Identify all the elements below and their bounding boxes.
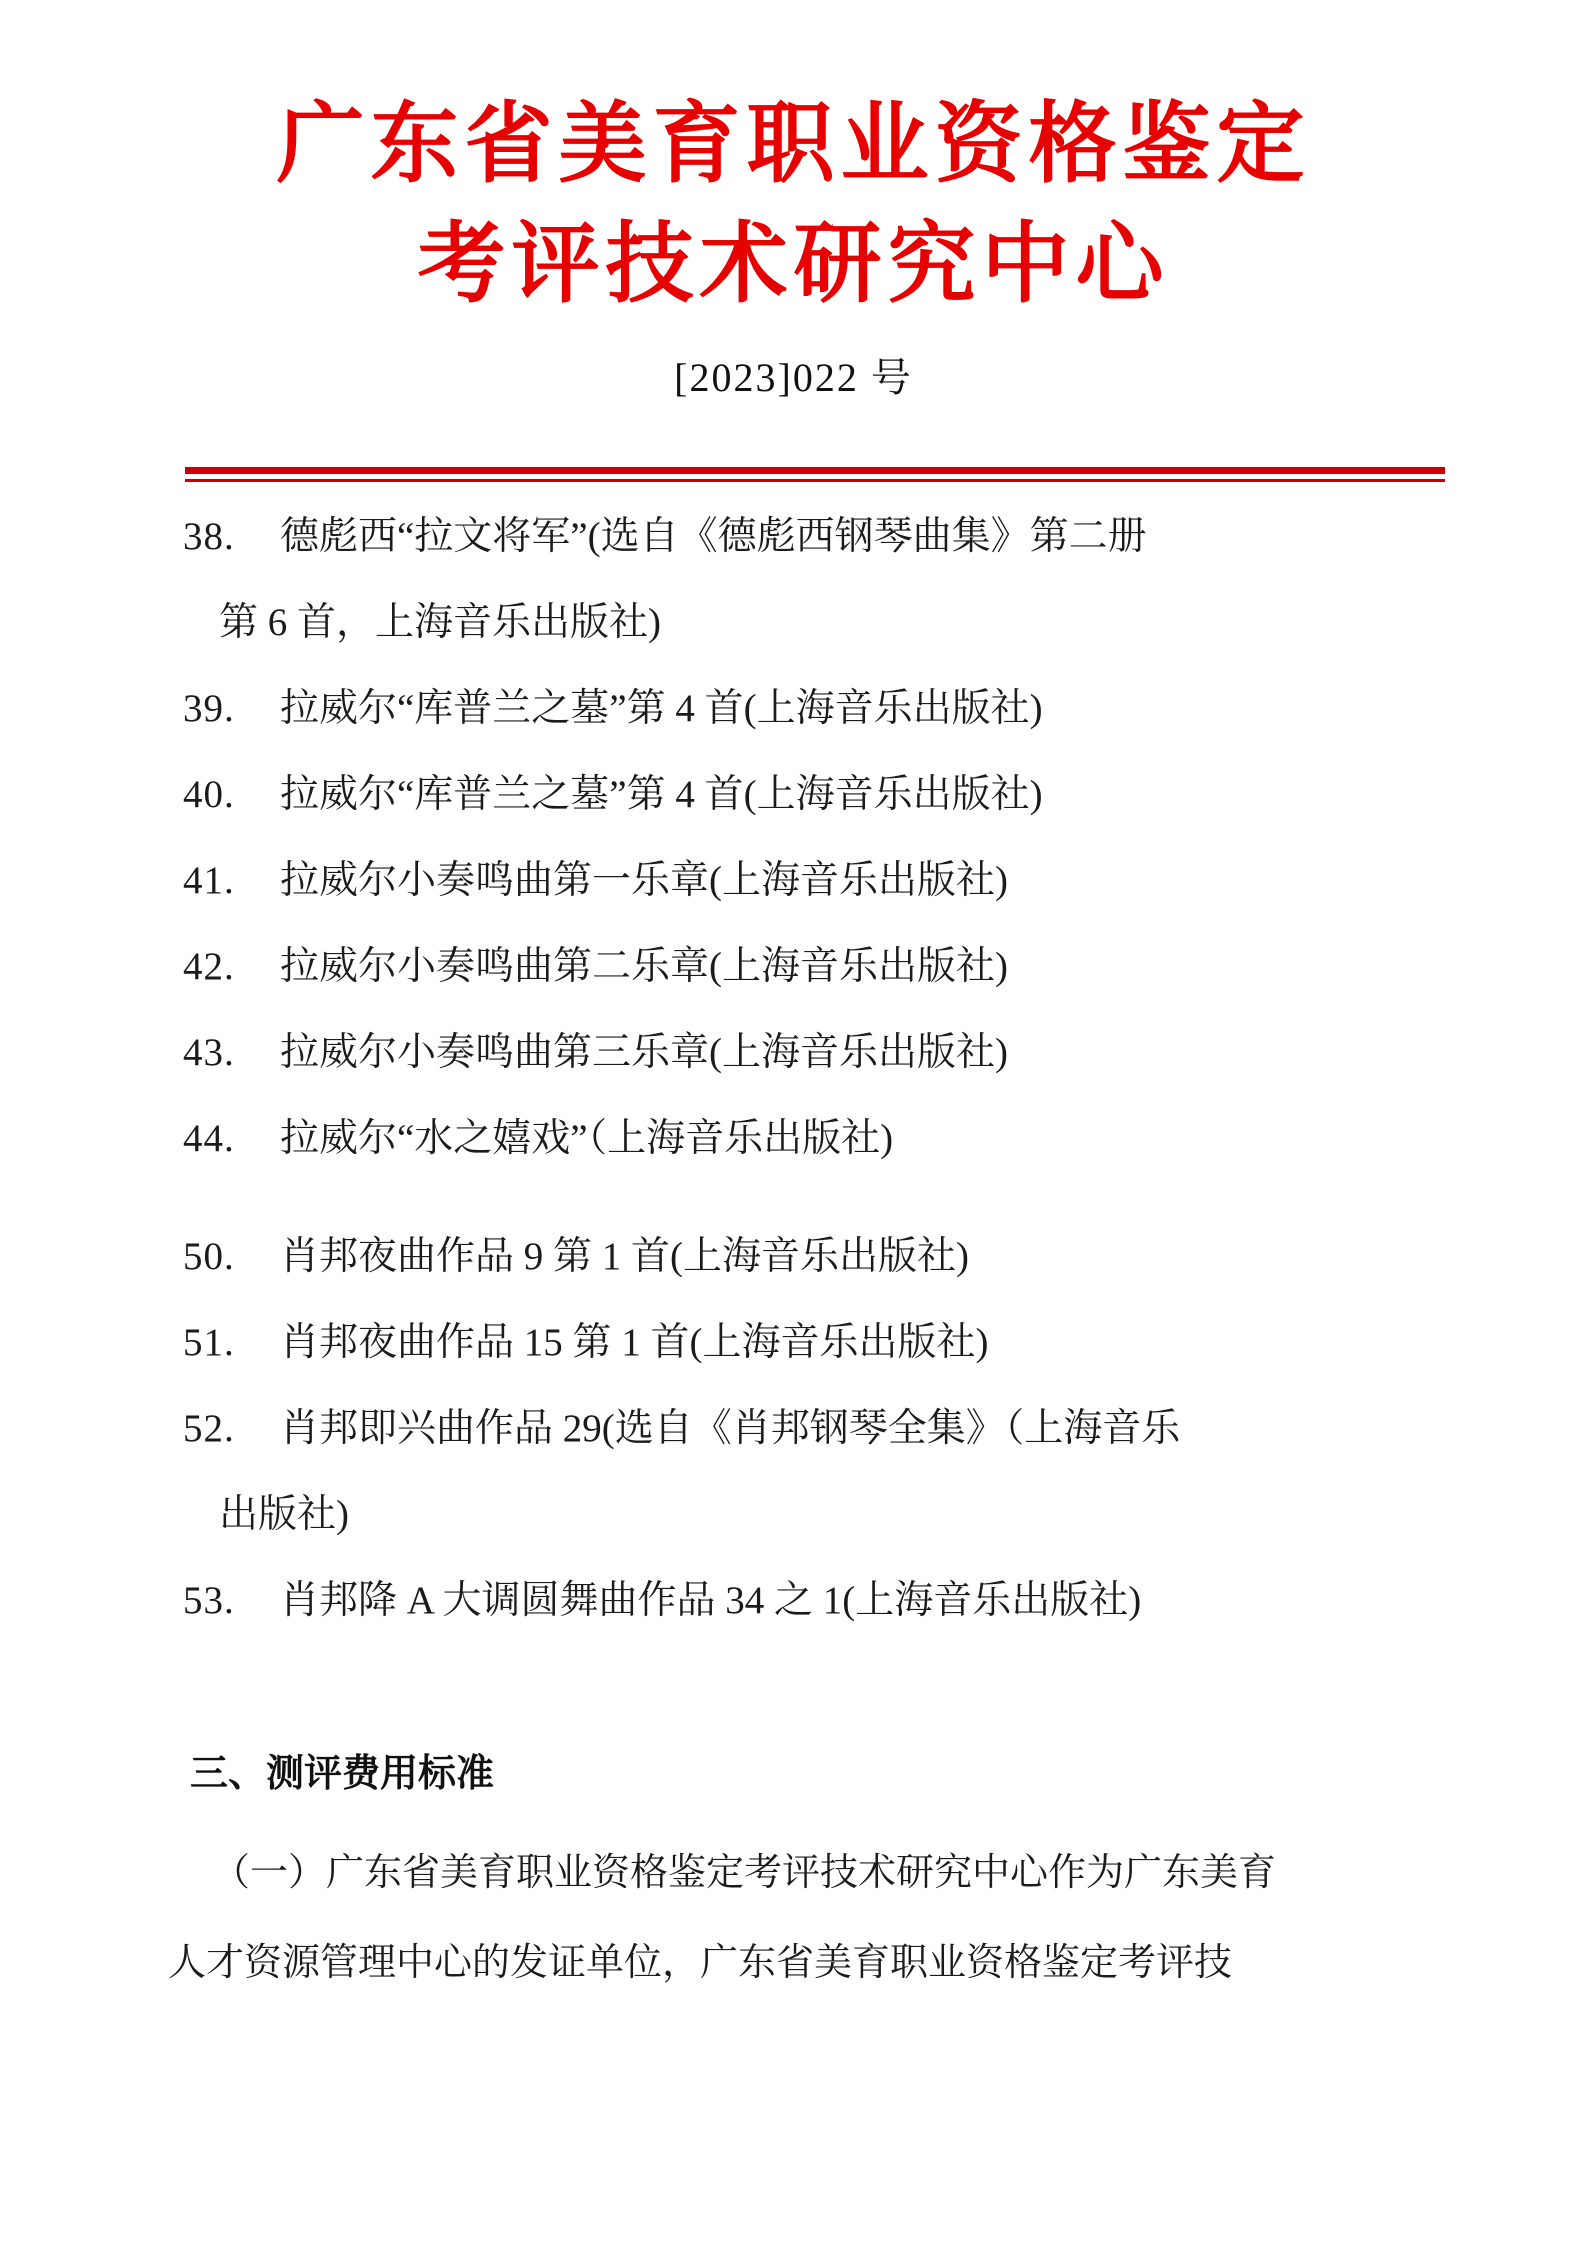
list-item bbox=[183, 1558, 1437, 1644]
paragraph-line: （一）广东省美育职业资格鉴定考评技术研究中心作为广东美育 bbox=[212, 1852, 1277, 1894]
list-item-continuation bbox=[183, 580, 1437, 666]
paragraph-line: 人才资源管理中心的发证单位，广东省美育职业资格鉴定考评技 bbox=[168, 1942, 1233, 1984]
list-item bbox=[183, 838, 1437, 924]
item-number: 50. bbox=[183, 1235, 235, 1278]
list-item-continuation bbox=[183, 1472, 1437, 1558]
repertoire-list bbox=[183, 494, 1437, 1644]
item-number: 52. bbox=[183, 1407, 235, 1450]
item-text: 肖邦降 A 大调圆舞曲作品 34 之 1(上海音乐出版社) bbox=[280, 1579, 1142, 1622]
item-number: 44. bbox=[183, 1117, 235, 1160]
item-number: 43. bbox=[183, 1031, 235, 1074]
list-item bbox=[183, 1096, 1437, 1182]
list-item bbox=[183, 924, 1437, 1010]
list-item bbox=[183, 752, 1437, 838]
item-text: 拉威尔小奏鸣曲第三乐章(上海音乐出版社) bbox=[280, 1031, 1008, 1074]
item-text: 肖邦夜曲作品 9 第 1 首(上海音乐出版社) bbox=[280, 1235, 969, 1278]
item-number: 38. bbox=[183, 515, 235, 558]
item-text: 肖邦即兴曲作品 29(选自《肖邦钢琴全集》（上海音乐 bbox=[280, 1407, 1181, 1450]
item-text: 拉威尔“水之嬉戏”（上海音乐出版社) bbox=[280, 1117, 894, 1160]
list-item bbox=[183, 1386, 1437, 1472]
item-text: 拉威尔“库普兰之墓”第 4 首(上海音乐出版社) bbox=[280, 773, 1043, 816]
item-number: 40. bbox=[183, 773, 235, 816]
item-number: 51. bbox=[183, 1321, 235, 1364]
item-number: 53. bbox=[183, 1579, 235, 1622]
item-number: 42. bbox=[183, 945, 235, 988]
document-number: [2023]022 号 bbox=[674, 355, 913, 400]
list-item bbox=[183, 1214, 1437, 1300]
list-item bbox=[183, 1300, 1437, 1386]
list-item bbox=[183, 1010, 1437, 1096]
item-text: 拉威尔“库普兰之墓”第 4 首(上海音乐出版社) bbox=[280, 687, 1043, 730]
section-paragraph bbox=[168, 1828, 1447, 2008]
section-heading: 三、测评费用标准 bbox=[190, 1753, 495, 1795]
page-title-line2: 考评技术研究中心 bbox=[417, 217, 1170, 314]
item-text: 拉威尔小奏鸣曲第二乐章(上海音乐出版社) bbox=[280, 945, 1008, 988]
item-number: 39. bbox=[183, 687, 235, 730]
page-title-line1: 广东省美育职业资格鉴定 bbox=[276, 97, 1311, 194]
item-number: 41. bbox=[183, 859, 235, 902]
list-item bbox=[183, 494, 1437, 580]
fees-section bbox=[168, 1748, 1447, 2008]
document-header bbox=[0, 0, 1587, 403]
item-text: 德彪西“拉文将军”(选自《德彪西钢琴曲集》第二册 bbox=[280, 515, 1147, 558]
red-double-rule bbox=[185, 467, 1445, 482]
list-item bbox=[183, 666, 1437, 752]
item-text: 肖邦夜曲作品 15 第 1 首(上海音乐出版社) bbox=[280, 1321, 989, 1364]
item-continuation-text: 出版社) bbox=[219, 1493, 349, 1536]
item-text: 拉威尔小奏鸣曲第一乐章(上海音乐出版社) bbox=[280, 859, 1008, 902]
item-continuation-text: 第 6 首，上海音乐出版社) bbox=[219, 601, 661, 644]
